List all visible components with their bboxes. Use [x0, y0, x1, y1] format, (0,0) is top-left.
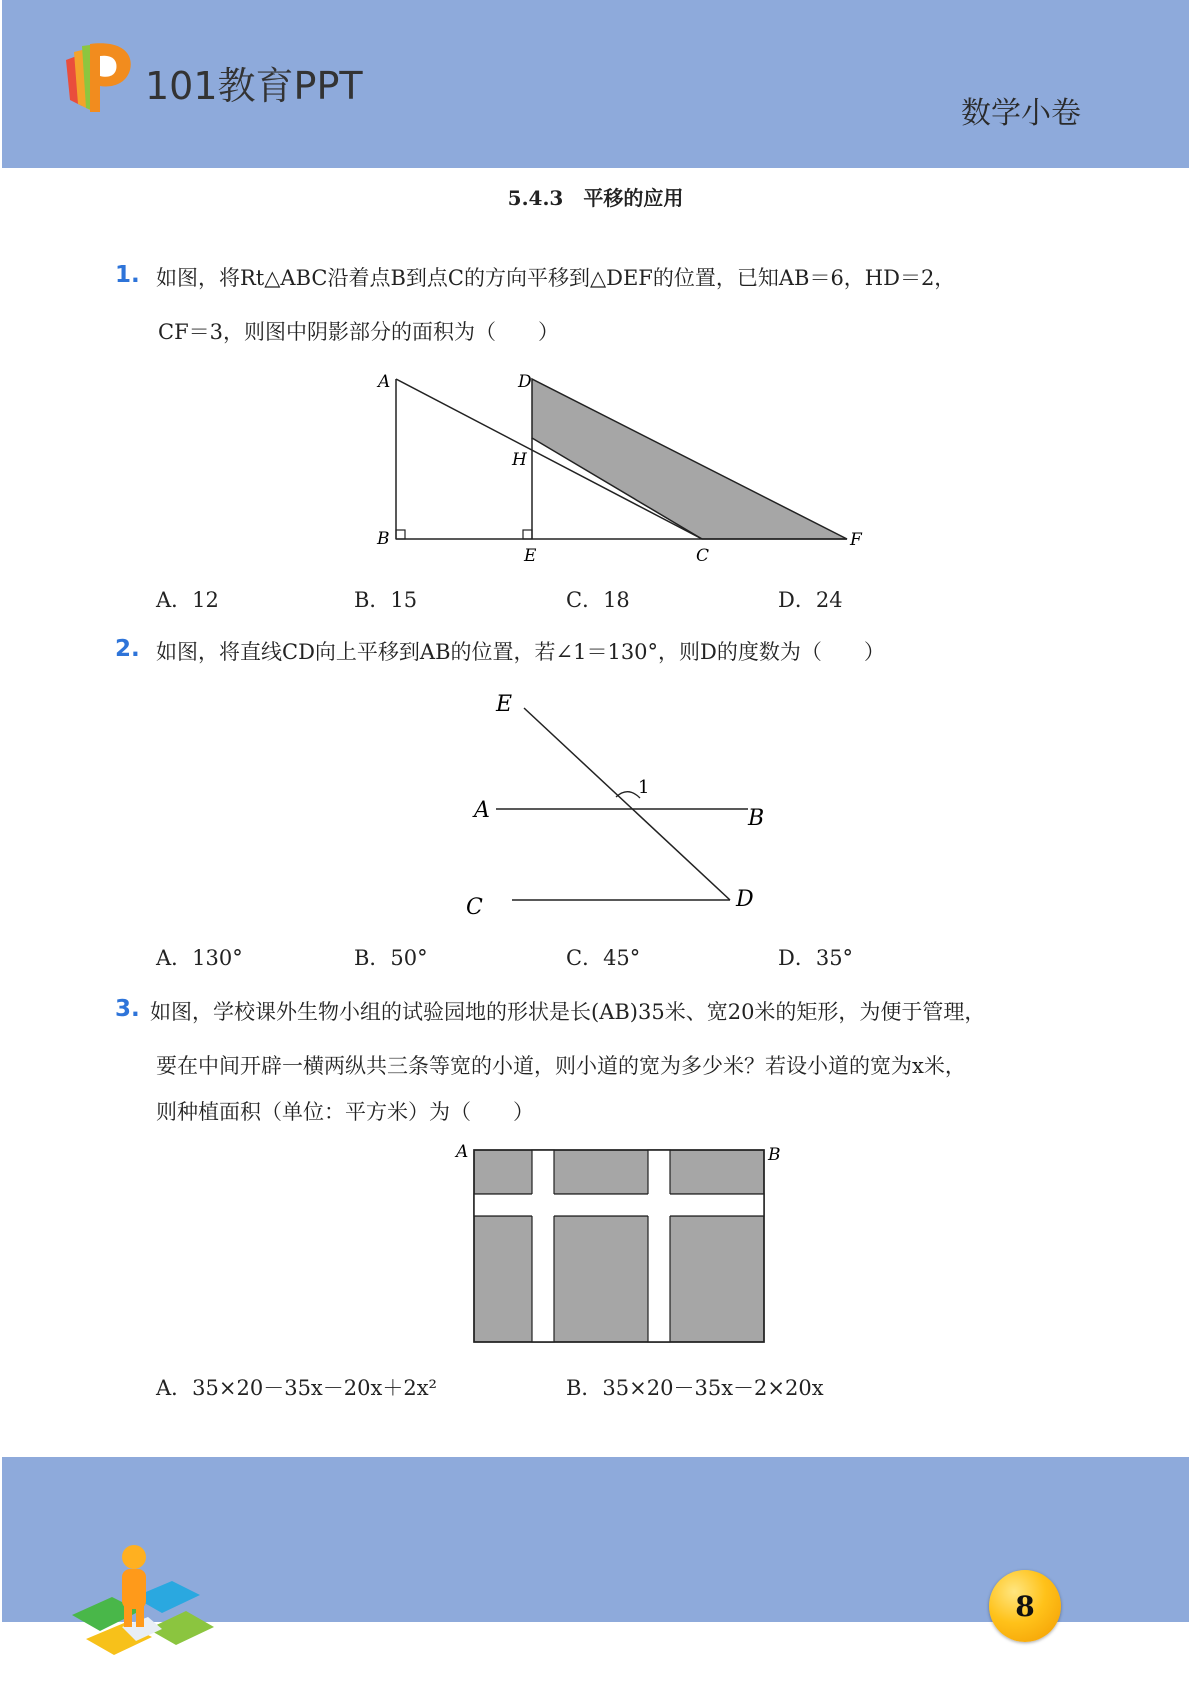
label-A: A	[378, 372, 391, 392]
question-number-1: 1.	[115, 262, 140, 288]
question-number-2: 2.	[115, 636, 140, 662]
section-title: 5.4.3 平移的应用	[507, 186, 684, 210]
label-E: E	[524, 546, 537, 565]
question-3-line-2: 要在中间开辟一横两纵共三条等宽的小道，则小道的宽为多少米？若设小道的宽为x米，	[156, 1054, 966, 1078]
label-C: C	[466, 895, 483, 920]
question-3-line-1: 如图，学校课外生物小组的试验园地的形状是长(AB)35米、宽20米的矩形，为便于管理，	[150, 1000, 986, 1024]
triangle-translation-figure	[360, 365, 880, 565]
mascot-blocks-icon	[62, 1535, 222, 1665]
question-1-option-d: D．24	[778, 588, 843, 612]
question-2-option-a: A．130°	[156, 946, 243, 970]
label-F: F	[850, 530, 862, 550]
label-B: B	[377, 529, 390, 549]
label-B: B	[748, 806, 765, 831]
question-3-option-b: B．35×20－35x－2×20x	[566, 1376, 824, 1400]
subject-title: 数学小卷	[961, 96, 1081, 131]
label-E: E	[496, 692, 513, 717]
parallel-lines-figure	[460, 690, 790, 930]
shaded-region	[532, 379, 847, 539]
question-number-3: 3.	[115, 996, 140, 1022]
question-2-option-b: B．50°	[354, 946, 428, 970]
question-2-line-1: 如图，将直线CD向上平移到AB的位置，若∠1＝130°，则D的度数为（ ）	[156, 640, 885, 664]
question-2-option-d: D．35°	[778, 946, 854, 970]
question-1-option-c: C．18	[566, 588, 630, 612]
question-2-option-c: C．45°	[566, 946, 641, 970]
brand-logo-icon	[60, 40, 135, 115]
angle-label-1: 1	[638, 777, 650, 798]
question-1-line-1: 如图，将Rt△ABC沿着点B到点C的方向平移到△DEF的位置，已知AB＝6，HD＝2，	[156, 266, 956, 290]
question-1-option-b: B．15	[354, 588, 418, 612]
label-D: D	[518, 372, 532, 392]
label-D: D	[736, 887, 754, 912]
brand-name: 101教育PPT	[145, 64, 363, 108]
header-band	[2, 0, 1189, 168]
label-B: B	[768, 1145, 781, 1165]
page-number-badge: 8	[989, 1570, 1061, 1642]
label-H: H	[512, 450, 527, 470]
garden-rectangle-figure	[448, 1142, 798, 1347]
question-3-option-a: A．35×20－35x－20x＋2x²	[156, 1376, 437, 1400]
label-C: C	[696, 546, 710, 565]
question-1-option-a: A．12	[156, 588, 219, 612]
label-A: A	[474, 798, 490, 823]
question-3-line-3: 则种植面积（单位：平方米）为（ ）	[156, 1100, 534, 1124]
label-A: A	[456, 1142, 469, 1162]
question-1-line-2: CF＝3，则图中阴影部分的面积为（ ）	[158, 320, 559, 344]
